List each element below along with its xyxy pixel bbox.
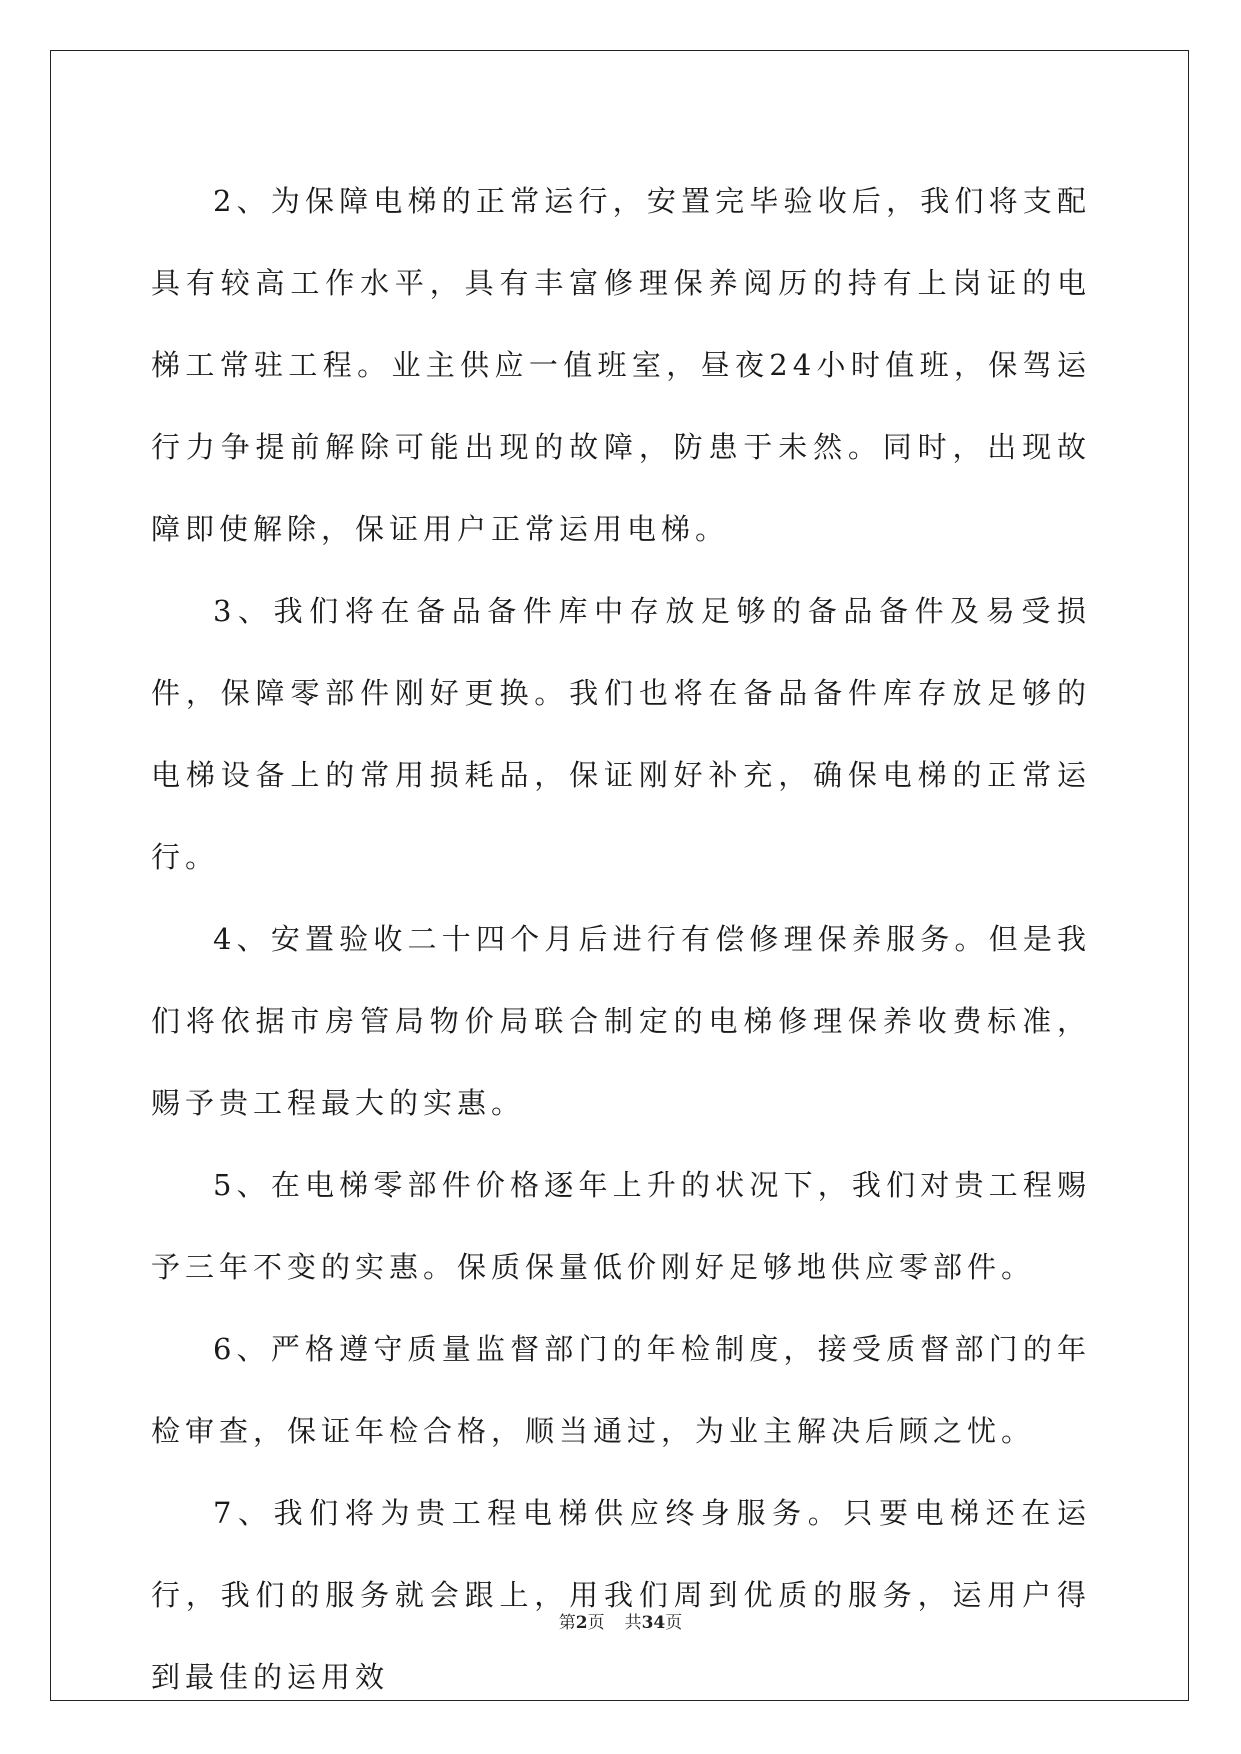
paragraph-item-7: 7、我们将为贵工程电梯供应终身服务。只要电梯还在运行，我们的服务就会跟上，用我们周到优质的服务，运用户得到最佳的运用效 — [151, 1496, 1091, 1694]
page-footer — [0, 1608, 1241, 1633]
total-prefix: 共 — [624, 1613, 642, 1633]
page-number: 2 — [575, 1613, 588, 1633]
paragraph-item-2: 2、为保障电梯的正常运行，安置完毕验收后，我们将支配具有较高工作水平，具有丰富修理保养阅历的持有上岗证的电梯工常驻工程。业主供应一值班室，昼夜24小时值班，保驾运行力争提前解除可能出现的故障，防患于未然。同时，出现故障即使解除，保证用户正常运用电梯。 — [151, 184, 1091, 546]
paragraph-item-4: 4、安置验收二十四个月后进行有偿修理保养服务。但是我们将依据市房管局物价局联合制定的电梯修理保养收费标准，赐予贵工程最大的实惠。 — [151, 922, 1091, 1120]
total-pages: 34 — [641, 1613, 666, 1633]
total-suffix: 页 — [665, 1613, 683, 1633]
page-suffix: 页 — [587, 1613, 605, 1633]
paragraph-item-3: 3、我们将在备品备件库中存放足够的备品备件及易受损件，保障零部件刚好更换。我们也将在备品备件库存放足够的电梯设备上的常用损耗品，保证刚好补充，确保电梯的正常运行。 — [151, 594, 1091, 874]
page-prefix: 第 — [558, 1613, 576, 1633]
paragraph-item-5: 5、在电梯零部件价格逐年上升的状况下，我们对贵工程赐予三年不变的实惠。保质保量低价刚好足够地供应零部件。 — [151, 1168, 1091, 1284]
paragraph-item-6: 6、严格遵守质量监督部门的年检制度，接受质督部门的年检审查，保证年检合格，顺当通过，为业主解决后顾之忧。 — [151, 1332, 1091, 1448]
document-body — [151, 160, 1091, 1718]
